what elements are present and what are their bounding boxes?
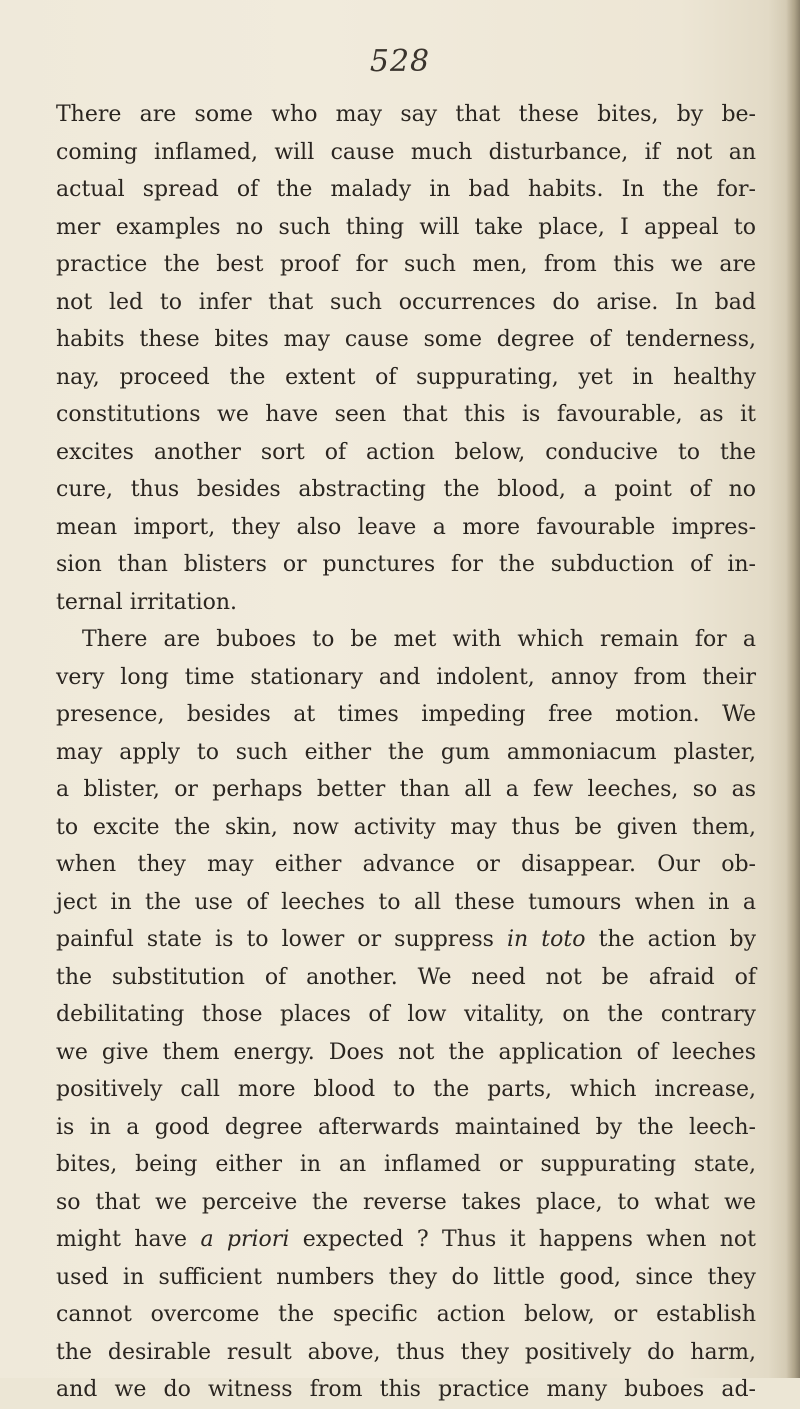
text-segment: might have — [56, 1227, 201, 1252]
text-segment: is in a good degree afterwards maintained by the leech- — [56, 1114, 756, 1140]
text-segment: excites another sort of action below, conducive to the — [56, 439, 756, 465]
text-segment: practice the best proof for such men, from this we are — [56, 252, 756, 277]
text-segment: positively call more blood to the parts, which increase, — [56, 1077, 756, 1102]
text-segment: when they may either advance or disappear. Our ob- — [56, 852, 756, 877]
text-segment: actual spread of the malady in bad habits. In the for- — [56, 177, 756, 202]
page-edge-shadow — [786, 0, 800, 1378]
text-segment: very long time stationary and indolent, annoy from their — [56, 664, 756, 690]
text-segment: habits these bites may cause some degree of tenderness, — [56, 327, 756, 352]
text-line — [56, 96, 756, 134]
text-segment: and we do witness from this practice many buboes ad- — [56, 1377, 756, 1402]
text-line — [56, 321, 756, 359]
text-line — [56, 471, 756, 509]
text-segment: we give them energy. Does not the application of leeches — [56, 1039, 756, 1065]
text-line — [56, 396, 756, 434]
text-line — [56, 1184, 756, 1222]
text-segment: the action by — [585, 927, 757, 952]
text-segment: coming inflamed, will cause much disturbance, if not an — [56, 139, 756, 165]
text-segment: bites, being either in an inflamed or suppurating state, — [56, 1152, 756, 1177]
text-segment: debilitating those places of low vitality, on the contrary — [56, 1002, 756, 1027]
text-line — [56, 1221, 756, 1259]
text-line — [56, 846, 756, 884]
body-text — [56, 96, 756, 1409]
text-segment: ternal irritation. — [56, 589, 238, 615]
text-segment: the desirable result above, thus they positively do harm, — [56, 1339, 756, 1365]
text-line — [56, 1071, 756, 1109]
text-segment: presence, besides at times impeding free motion. We — [56, 702, 756, 727]
text-line — [56, 696, 756, 734]
page-number: 528 — [369, 44, 431, 79]
text-line — [56, 659, 756, 697]
text-line — [56, 1109, 756, 1147]
text-line — [56, 171, 756, 209]
text-segment: mean import, they also leave a more favourable impres- — [56, 514, 756, 540]
text-segment: sion than blisters or punctures for the subduction of in- — [56, 552, 756, 577]
text-line — [56, 621, 756, 659]
text-segment: may apply to such either the gum ammoniacum plaster, — [56, 739, 756, 765]
text-segment: to excite the skin, now activity may thus be given them, — [56, 814, 756, 840]
text-segment: nay, proceed the extent of suppurating, yet in healthy — [56, 364, 756, 390]
text-segment: a blister, or perhaps better than all a few leeches, so as — [56, 777, 756, 802]
text-segment: painful state is to lower or suppress — [56, 927, 508, 952]
text-line — [56, 1371, 756, 1409]
text-segment: There are some who may say that these bites, by be- — [56, 102, 756, 127]
text-line — [56, 771, 756, 809]
text-line — [56, 1296, 756, 1334]
text-segment: so that we perceive the reverse takes place, to what we — [56, 1189, 756, 1215]
text-line — [56, 1146, 756, 1184]
text-segment: constitutions we have seen that this is favourable, as it — [56, 402, 756, 427]
text-segment: cure, thus besides abstracting the blood, a point of no — [56, 477, 756, 502]
text-line — [56, 921, 756, 959]
text-line — [56, 246, 756, 284]
text-line — [56, 1259, 756, 1297]
text-line — [56, 509, 756, 547]
text-line — [56, 434, 756, 472]
text-segment: used in sufficient numbers they do little good, since they — [56, 1264, 756, 1290]
text-segment: There are buboes to be met with which remain for a — [82, 627, 756, 652]
text-segment: expected ? Thus it happens when not — [289, 1227, 757, 1252]
text-line — [56, 1334, 756, 1372]
italic-phrase: in toto — [507, 927, 586, 952]
text-segment: ject in the use of leeches to all these tumours when in a — [56, 889, 756, 915]
text-line — [56, 209, 756, 247]
text-segment: mer examples no such thing will take place, I appeal to — [56, 214, 756, 240]
text-line — [56, 1034, 756, 1072]
italic-phrase: a priori — [200, 1227, 290, 1252]
text-line — [56, 546, 756, 584]
text-line — [56, 359, 756, 397]
text-segment: not led to infer that such occurrences do arise. In bad — [56, 289, 756, 315]
text-line — [56, 959, 756, 997]
text-line — [56, 809, 756, 847]
text-line — [56, 134, 756, 172]
text-line — [56, 996, 756, 1034]
text-line — [56, 734, 756, 772]
text-line — [56, 284, 756, 322]
text-line — [56, 584, 756, 622]
text-line — [56, 884, 756, 922]
text-segment: cannot overcome the specific action below, or establish — [56, 1302, 756, 1327]
text-segment: the substitution of another. We need not be afraid of — [56, 964, 756, 990]
